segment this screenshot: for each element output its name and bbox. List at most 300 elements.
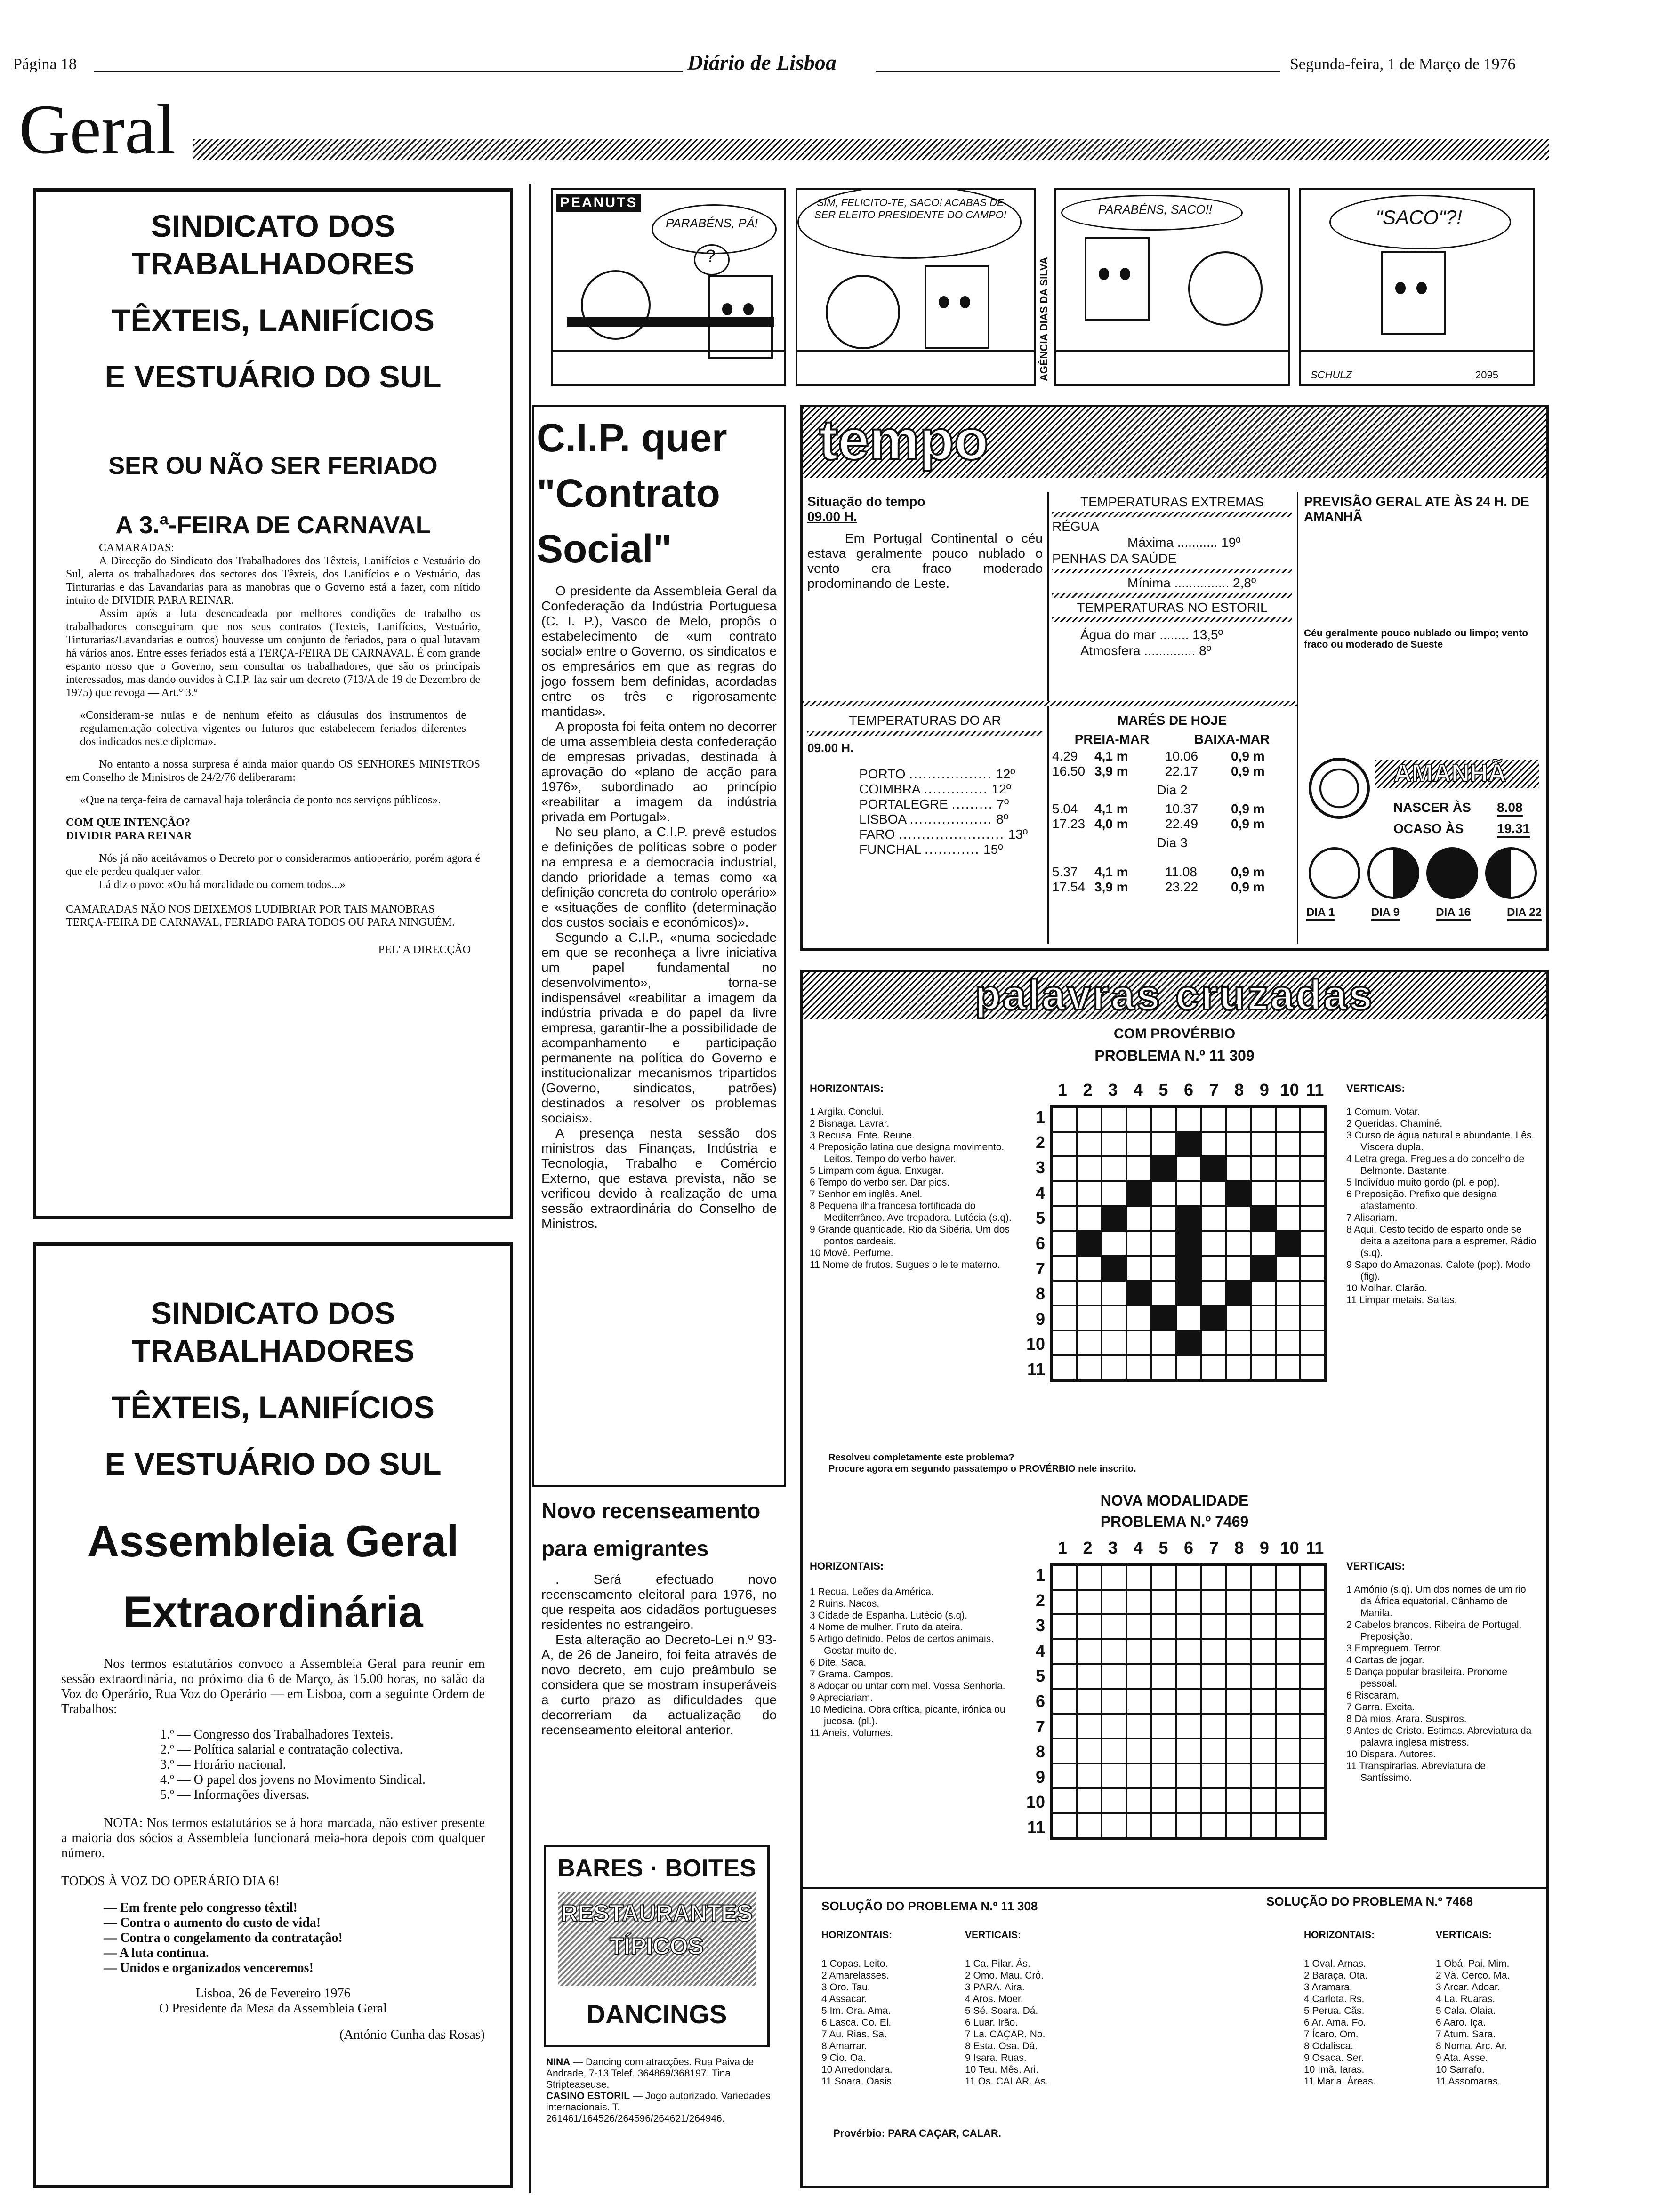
crossword-cell[interactable] <box>1176 1565 1201 1590</box>
crossword-cell[interactable] <box>1077 1639 1102 1664</box>
crossword-cell[interactable] <box>1300 1206 1325 1231</box>
crossword-cell[interactable] <box>1251 1763 1276 1788</box>
crossword-cell[interactable] <box>1201 1132 1226 1157</box>
crossword-cell[interactable] <box>1126 1689 1151 1714</box>
crossword-cell[interactable] <box>1300 1181 1325 1206</box>
crossword-cell[interactable] <box>1251 1355 1276 1380</box>
crossword-cell[interactable] <box>1151 1639 1176 1664</box>
crossword-cell[interactable] <box>1176 1231 1201 1256</box>
crossword-cell[interactable] <box>1201 1107 1226 1132</box>
crossword-cell[interactable] <box>1126 1639 1151 1664</box>
crossword-cell[interactable] <box>1151 1763 1176 1788</box>
crossword-cell[interactable] <box>1151 1281 1176 1306</box>
crossword-cell[interactable] <box>1176 1590 1201 1615</box>
crossword-cell[interactable] <box>1251 1306 1276 1330</box>
crossword-cell[interactable] <box>1052 1281 1077 1306</box>
crossword-cell[interactable] <box>1102 1231 1126 1256</box>
crossword-cell[interactable] <box>1226 1689 1251 1714</box>
p1-horizontal-clues <box>810 1106 1022 1271</box>
crossword-cell[interactable] <box>1226 1664 1251 1689</box>
crossword-cell[interactable] <box>1102 1355 1126 1380</box>
crossword-cell[interactable] <box>1151 1181 1176 1206</box>
crossword-cell[interactable] <box>1176 1639 1201 1664</box>
crossword-cell[interactable] <box>1300 1355 1325 1380</box>
crossword-cell[interactable] <box>1276 1156 1301 1181</box>
crossword-cell[interactable] <box>1226 1788 1251 1813</box>
crossword-cell[interactable] <box>1151 1739 1176 1763</box>
crossword-cell[interactable] <box>1077 1614 1102 1639</box>
eye-icon <box>722 303 732 315</box>
crossword-cell[interactable] <box>1226 1231 1251 1256</box>
crossword-cell[interactable] <box>1276 1231 1301 1256</box>
crossword-cell[interactable] <box>1176 1714 1201 1739</box>
crossword-cell[interactable] <box>1052 1156 1077 1181</box>
crossword-cell[interactable] <box>1176 1156 1201 1181</box>
solution-entry: 5 Im. Ora. Ama. <box>821 2005 891 2016</box>
crossword-cell[interactable] <box>1077 1763 1102 1788</box>
crossword-cell[interactable] <box>1201 1664 1226 1689</box>
crossword-cell[interactable] <box>1151 1614 1176 1639</box>
crossword-cell[interactable] <box>1126 1664 1151 1689</box>
grid-column-number: 3 <box>1108 1538 1118 1557</box>
crossword-cell[interactable] <box>1126 1181 1151 1206</box>
crossword-cell[interactable] <box>1276 1664 1301 1689</box>
crossword-cell[interactable] <box>1102 1256 1126 1281</box>
crossword-cell[interactable] <box>1102 1739 1126 1763</box>
crossword-cell[interactable] <box>1126 1281 1151 1306</box>
crossword-cell[interactable] <box>1276 1330 1301 1355</box>
girl-character-icon <box>826 275 900 349</box>
crossword-clue: 3 Empreguem. Terror. <box>1346 1643 1442 1654</box>
crossword-cell[interactable] <box>1176 1256 1201 1281</box>
crossword-cell[interactable] <box>1126 1813 1151 1838</box>
crossword-cell[interactable] <box>1251 1689 1276 1714</box>
solution-entry: 10 Teu. Mês. Ari. <box>965 2064 1039 2075</box>
solution-entry: 2 Baraça. Ota. <box>1304 1970 1368 1981</box>
ad1-paragraph-3: No entanto a nossa surpresa é ainda maior quando OS SENHORES MINISTROS em Conselho de Ministros de 24/2/76 deliberaram: <box>66 758 480 784</box>
crossword-cell[interactable] <box>1052 1639 1077 1664</box>
crossword-clue: 1 Argila. Conclui. <box>810 1106 884 1117</box>
crossword-cell[interactable] <box>1226 1763 1251 1788</box>
crossword-cell[interactable] <box>1176 1763 1201 1788</box>
crossword-cell[interactable] <box>1176 1813 1201 1838</box>
crossword-cell[interactable] <box>1276 1689 1301 1714</box>
crossword-cell[interactable] <box>1201 1763 1226 1788</box>
crossword-cell[interactable] <box>1077 1565 1102 1590</box>
crossword-cell[interactable] <box>1077 1788 1102 1813</box>
crossword-cell[interactable] <box>1226 1256 1251 1281</box>
crossword-cell[interactable] <box>1077 1206 1102 1231</box>
crossword-cell[interactable] <box>1077 1739 1102 1763</box>
crossword-cell[interactable] <box>1052 1355 1077 1380</box>
crossword-problem-2-title: PROBLEMA N.º 7469 <box>1100 1513 1249 1530</box>
crossword-cell[interactable] <box>1052 1132 1077 1157</box>
grid-row-number: 10 <box>1026 1792 1045 1812</box>
crossword-cell[interactable] <box>1226 1614 1251 1639</box>
ad2-slogans <box>104 1900 485 1976</box>
crossword-cell[interactable] <box>1102 1590 1126 1615</box>
crossword-cell[interactable] <box>1077 1355 1102 1380</box>
crossword-cell[interactable] <box>1102 1614 1126 1639</box>
crossword-cell[interactable] <box>1176 1132 1201 1157</box>
crossword-cell[interactable] <box>1201 1181 1226 1206</box>
crossword-cell[interactable] <box>1201 1355 1226 1380</box>
crossword-cell[interactable] <box>1126 1788 1151 1813</box>
crossword-cell[interactable] <box>1126 1739 1151 1763</box>
crossword-cell[interactable] <box>1201 1565 1226 1590</box>
crossword-cell[interactable] <box>1151 1330 1176 1355</box>
crossword-cell[interactable] <box>1102 1330 1126 1355</box>
crossword-cell[interactable] <box>1201 1614 1226 1639</box>
crossword-cell[interactable] <box>1052 1714 1077 1739</box>
crossword-cell[interactable] <box>1276 1132 1301 1157</box>
crossword-cell[interactable] <box>1201 1739 1226 1763</box>
ad1-subtitle-2: A 3.ª-FEIRA DE CARNAVAL <box>115 512 431 539</box>
crossword-cell[interactable] <box>1052 1206 1077 1231</box>
crossword-cell[interactable] <box>1102 1181 1126 1206</box>
crossword-cell[interactable] <box>1276 1739 1301 1763</box>
crossword-cell[interactable] <box>1077 1664 1102 1689</box>
crossword-cell[interactable] <box>1276 1206 1301 1231</box>
crossword-cell[interactable] <box>1126 1590 1151 1615</box>
crossword-cell[interactable] <box>1126 1565 1151 1590</box>
crossword-cell[interactable] <box>1226 1590 1251 1615</box>
crossword-cell[interactable] <box>1276 1763 1301 1788</box>
crossword-cell[interactable] <box>1151 1132 1176 1157</box>
crossword-cell[interactable] <box>1102 1306 1126 1330</box>
crossword-cell[interactable] <box>1102 1565 1126 1590</box>
crossword-cell[interactable] <box>1226 1156 1251 1181</box>
crossword-cell[interactable] <box>1300 1565 1325 1590</box>
solution-entry: 8 Esta. Osa. Dá. <box>965 2041 1038 2052</box>
crossword-cell[interactable] <box>1276 1565 1301 1590</box>
grid-column-number: 4 <box>1133 1080 1143 1099</box>
crossword-cell[interactable] <box>1300 1306 1325 1330</box>
crossword-cell[interactable] <box>1276 1590 1301 1615</box>
crossword-cell[interactable] <box>1276 1306 1301 1330</box>
crossword-cell[interactable] <box>1300 1156 1325 1181</box>
ad2-signatory-name: (António Cunha das Rosas) <box>339 2028 485 2042</box>
moon-phase-day: DIA 22 <box>1507 906 1542 921</box>
crossword-cell[interactable] <box>1176 1181 1201 1206</box>
crossword-clue: 6 Tempo do verbo ser. Dar pios. <box>810 1177 950 1188</box>
crossword-cell[interactable] <box>1052 1763 1077 1788</box>
crossword-cell[interactable] <box>1052 1181 1077 1206</box>
crossword-cell[interactable] <box>1201 1689 1226 1714</box>
crossword-cell[interactable] <box>1251 1565 1276 1590</box>
crossword-cell[interactable] <box>1176 1306 1201 1330</box>
ad1-question-1: COM QUE INTENÇÃO? <box>66 817 191 829</box>
ad2-note: NOTA: Nos termos estatutários se à hora marcada, não estiver presente a maioria dos sócios a Assembleia funcionará meia-hora depois com qualquer número. <box>61 1816 485 1860</box>
crossword-cell[interactable] <box>1226 1355 1251 1380</box>
crossword-cell[interactable] <box>1151 1355 1176 1380</box>
crossword-cell[interactable] <box>1276 1639 1301 1664</box>
crossword-cell[interactable] <box>1052 1590 1077 1615</box>
crossword-clue: 6 Preposição. Prefixo que designa afastamento. <box>1346 1189 1497 1211</box>
comic-number: 2095 <box>1475 369 1498 381</box>
crossword-cell[interactable] <box>1251 1156 1276 1181</box>
solution-entry: 1 Ca. Pilar. Ás. <box>965 1958 1030 1969</box>
header-rule-right <box>876 71 1280 72</box>
crossword-cell[interactable] <box>1251 1132 1276 1157</box>
crossword-cell[interactable] <box>1226 1714 1251 1739</box>
crossword-cell[interactable] <box>1052 1689 1077 1714</box>
crossword-cell[interactable] <box>1126 1206 1151 1231</box>
weather-hatch-band <box>803 701 1297 706</box>
crossword-cell[interactable] <box>1201 1714 1226 1739</box>
crossword-cell[interactable] <box>1276 1281 1301 1306</box>
crossword-cell[interactable] <box>1126 1763 1151 1788</box>
crossword-cell[interactable] <box>1077 1330 1102 1355</box>
crossword-cell[interactable] <box>1077 1231 1102 1256</box>
crossword-cell[interactable] <box>1151 1231 1176 1256</box>
crossword-cell[interactable] <box>1126 1355 1151 1380</box>
crossword-cell[interactable] <box>1151 1306 1176 1330</box>
grid-row-number: 11 <box>1027 1817 1045 1837</box>
crossword-cell[interactable] <box>1052 1614 1077 1639</box>
crossword-cell[interactable] <box>1300 1590 1325 1615</box>
crossword-cell[interactable] <box>1276 1813 1301 1838</box>
crossword-cell[interactable] <box>1201 1813 1226 1838</box>
tide-time: 17.23 <box>1052 817 1086 831</box>
ad2-big-1: Assembleia Geral <box>87 1516 459 1566</box>
crossword-cell[interactable] <box>1300 1614 1325 1639</box>
crossword-cell[interactable] <box>1276 1714 1301 1739</box>
crossword-cell[interactable] <box>1102 1763 1126 1788</box>
grid-row-number: 1 <box>1035 1107 1045 1127</box>
crossword-clue: 11 Transpirarias. Abreviatura de Santíssimo. <box>1346 1761 1486 1783</box>
weather-hatch-line <box>807 731 1043 736</box>
crossword-cell[interactable] <box>1251 1590 1276 1615</box>
crossword-cell[interactable] <box>1201 1281 1226 1306</box>
crossword-cell[interactable] <box>1300 1813 1325 1838</box>
crossword-cell[interactable] <box>1126 1306 1151 1330</box>
crossword-cell[interactable] <box>1102 1132 1126 1157</box>
crossword-cell[interactable] <box>1126 1330 1151 1355</box>
moon-quarter-icon <box>1367 847 1419 899</box>
crossword-cell[interactable] <box>1176 1206 1201 1231</box>
crossword-cell[interactable] <box>1077 1306 1102 1330</box>
article-cip-paragraph: Segundo a C.I.P., «numa sociedade em que se reconheça a livre iniciativa um papel fundamental no desenvolvimento», torna-se indispensável «reabilitar a imagem da indústria privada e do papel da livre empresa, garantir-lhe a possibilidade de acompanhamento e participação permanente na política do Governo e institucionalizar mecanismos tripartidos (Governo, sindicatos, patrões) destinados a resolver os problemas sociais». <box>541 930 777 1125</box>
crossword-cell[interactable] <box>1151 1156 1176 1181</box>
nightlife-entry-text: — Jogo autorizado. Variedades internacionais. T. 261461/164526/264596/264621/264946. <box>546 2091 771 2124</box>
crossword-cell[interactable] <box>1176 1788 1201 1813</box>
crossword-cell[interactable] <box>1300 1664 1325 1689</box>
crossword-cell[interactable] <box>1052 1813 1077 1838</box>
crossword-cell[interactable] <box>1126 1132 1151 1157</box>
crossword-cell[interactable] <box>1251 1788 1276 1813</box>
crossword-cell[interactable] <box>1300 1330 1325 1355</box>
crossword-cell[interactable] <box>1201 1206 1226 1231</box>
crossword-cell[interactable] <box>1276 1107 1301 1132</box>
crossword-cell[interactable] <box>1077 1714 1102 1739</box>
p1-horizontal-label: HORIZONTAIS: <box>810 1082 884 1094</box>
crossword-cell[interactable] <box>1226 1565 1251 1590</box>
crossword-cell[interactable] <box>1201 1156 1226 1181</box>
charlie-bag-head-icon <box>1381 251 1446 335</box>
crossword-cell[interactable] <box>1126 1714 1151 1739</box>
crossword-cell[interactable] <box>1276 1181 1301 1206</box>
crossword-cell[interactable] <box>1201 1256 1226 1281</box>
p2-column-numbers <box>1050 1538 1327 1558</box>
crossword-cell[interactable] <box>1052 1565 1077 1590</box>
grid-row-number: 6 <box>1035 1233 1045 1253</box>
crossword-cell[interactable] <box>1176 1107 1201 1132</box>
crossword-cell[interactable] <box>1226 1639 1251 1664</box>
comic-panel-2 <box>796 188 1036 386</box>
crossword-cell[interactable] <box>1126 1231 1151 1256</box>
crossword-cell[interactable] <box>1102 1107 1126 1132</box>
crossword-cell[interactable] <box>1052 1256 1077 1281</box>
crossword-cell[interactable] <box>1276 1355 1301 1380</box>
crossword-cell[interactable] <box>1300 1231 1325 1256</box>
crossword-clue: 4 Letra grega. Freguesia do concelho de Belmonte. Bastante. <box>1346 1154 1525 1176</box>
crossword-cell[interactable] <box>1052 1664 1077 1689</box>
crossword-clue: 6 Dite. Saca. <box>810 1657 867 1668</box>
crossword-cell[interactable] <box>1151 1788 1176 1813</box>
crossword-cell[interactable] <box>1126 1156 1151 1181</box>
crossword-cell[interactable] <box>1226 1206 1251 1231</box>
crossword-cell[interactable] <box>1102 1664 1126 1689</box>
crossword-cell[interactable] <box>1102 1788 1126 1813</box>
crossword-cell[interactable] <box>1226 1132 1251 1157</box>
crossword-cell[interactable] <box>1077 1181 1102 1206</box>
crossword-cell[interactable] <box>1201 1590 1226 1615</box>
crossword-cell[interactable] <box>1077 1256 1102 1281</box>
crossword-cell[interactable] <box>1077 1281 1102 1306</box>
crossword-cell[interactable] <box>1226 1813 1251 1838</box>
crossword-cell[interactable] <box>1102 1639 1126 1664</box>
crossword-cell[interactable] <box>1176 1281 1201 1306</box>
crossword-cell[interactable] <box>1226 1107 1251 1132</box>
crossword-cell[interactable] <box>1077 1107 1102 1132</box>
crossword-cell[interactable] <box>1102 1281 1126 1306</box>
ad2-call: TODOS À VOZ DO OPERÁRIO DIA 6! <box>61 1874 280 1889</box>
solution-entry: 4 Assacar. <box>821 1994 867 2004</box>
crossword-cell[interactable] <box>1176 1739 1201 1763</box>
crossword-cell[interactable] <box>1226 1739 1251 1763</box>
crossword-cell[interactable] <box>1251 1639 1276 1664</box>
crossword-clue: 2 Ruins. Nacos. <box>810 1598 880 1609</box>
crossword-cell[interactable] <box>1176 1664 1201 1689</box>
crossword-cell[interactable] <box>1276 1256 1301 1281</box>
crossword-cell[interactable] <box>1300 1714 1325 1739</box>
article-census-paragraph: . Será efectuado novo recenseamento eleitoral para 1976, no que respeita aos cidadãos portugueses residentes no estrangeiro. <box>541 1572 777 1632</box>
crossword-cell[interactable] <box>1300 1739 1325 1763</box>
crossword-cell[interactable] <box>1300 1281 1325 1306</box>
crossword-cell[interactable] <box>1077 1689 1102 1714</box>
crossword-cell[interactable] <box>1276 1788 1301 1813</box>
crossword-cell[interactable] <box>1300 1763 1325 1788</box>
crossword-cell[interactable] <box>1251 1739 1276 1763</box>
crossword-cell[interactable] <box>1102 1813 1126 1838</box>
crossword-cell[interactable] <box>1151 1256 1176 1281</box>
crossword-cell[interactable] <box>1151 1714 1176 1739</box>
crossword-cell[interactable] <box>1251 1281 1276 1306</box>
weather-extreme-place-1: RÉGUA <box>1052 519 1099 534</box>
crossword-cell[interactable] <box>1201 1306 1226 1330</box>
crossword-cell[interactable] <box>1151 1590 1176 1615</box>
crossword-cell[interactable] <box>1151 1664 1176 1689</box>
crossword-subtitle: COM PROVÉRBIO <box>1113 1026 1236 1042</box>
crossword-cell[interactable] <box>1201 1330 1226 1355</box>
crossword-cell[interactable] <box>1102 1689 1126 1714</box>
crossword-cell[interactable] <box>1102 1206 1126 1231</box>
crossword-cell[interactable] <box>1151 1107 1176 1132</box>
crossword-cell[interactable] <box>1226 1330 1251 1355</box>
tide-height: 4,1 m <box>1094 865 1128 879</box>
crossword-cell[interactable] <box>1300 1256 1325 1281</box>
crossword-cell[interactable] <box>1126 1614 1151 1639</box>
crossword-cell[interactable] <box>1077 1156 1102 1181</box>
crossword-cell[interactable] <box>1077 1132 1102 1157</box>
crossword-cell[interactable] <box>1201 1231 1226 1256</box>
crossword-cell[interactable] <box>1126 1256 1151 1281</box>
crossword-cell[interactable] <box>1176 1355 1201 1380</box>
crossword-cell[interactable] <box>1300 1132 1325 1157</box>
crossword-cell[interactable] <box>1077 1590 1102 1615</box>
solution-entry: 7 Au. Rias. Sa. <box>821 2029 887 2040</box>
crossword-cell[interactable] <box>1052 1788 1077 1813</box>
crossword-cell[interactable] <box>1251 1206 1276 1231</box>
crossword-cell[interactable] <box>1102 1714 1126 1739</box>
tide-time: 4.29 <box>1052 749 1078 763</box>
tide-time: 22.17 <box>1165 764 1199 778</box>
crossword-cell[interactable] <box>1226 1181 1251 1206</box>
grid-column-number: 5 <box>1158 1080 1168 1099</box>
crossword-cell[interactable] <box>1201 1788 1226 1813</box>
crossword-cell[interactable] <box>1251 1614 1276 1639</box>
crossword-cell[interactable] <box>1151 1689 1176 1714</box>
crossword-cell[interactable] <box>1151 1565 1176 1590</box>
crossword-cell[interactable] <box>1176 1330 1201 1355</box>
crossword-cell[interactable] <box>1052 1306 1077 1330</box>
crossword-cell[interactable] <box>1126 1107 1151 1132</box>
ad2-title-2: TÊXTEIS, LANIFÍCIOS <box>112 1390 434 1425</box>
crossword-cell[interactable] <box>1251 1813 1276 1838</box>
weather-city-temp: 12º <box>996 767 1015 781</box>
crossword-cell[interactable] <box>1251 1256 1276 1281</box>
crossword-cell[interactable] <box>1102 1156 1126 1181</box>
crossword-cell[interactable] <box>1251 1231 1276 1256</box>
crossword-cell[interactable] <box>1151 1206 1176 1231</box>
crossword-cell[interactable] <box>1176 1689 1201 1714</box>
crossword-cell[interactable] <box>1151 1813 1176 1838</box>
crossword-cell[interactable] <box>1052 1330 1077 1355</box>
crossword-cell[interactable] <box>1077 1813 1102 1838</box>
crossword-cell[interactable] <box>1300 1639 1325 1664</box>
crossword-cell[interactable] <box>1052 1231 1077 1256</box>
ad1-quote-2: «Que na terça-feira de carnaval haja tolerância de ponto nos serviços públicos». <box>80 794 441 806</box>
crossword-cell[interactable] <box>1226 1281 1251 1306</box>
crossword-cell[interactable] <box>1300 1788 1325 1813</box>
crossword-cell[interactable] <box>1052 1739 1077 1763</box>
crossword-cell[interactable] <box>1251 1107 1276 1132</box>
crossword-cell[interactable] <box>1251 1181 1276 1206</box>
crossword-cell[interactable] <box>1251 1664 1276 1689</box>
crossword-cell[interactable] <box>1226 1306 1251 1330</box>
crossword-cell[interactable] <box>1300 1689 1325 1714</box>
crossword-cell[interactable] <box>1300 1107 1325 1132</box>
sol1-vertical-label: VERTICAIS: <box>965 1930 1022 1940</box>
crossword-cell[interactable] <box>1276 1614 1301 1639</box>
crossword-cell[interactable] <box>1251 1714 1276 1739</box>
crossword-cell[interactable] <box>1201 1639 1226 1664</box>
grid-row-number: 9 <box>1035 1309 1045 1329</box>
crossword-cell[interactable] <box>1251 1330 1276 1355</box>
crossword-cell[interactable] <box>1176 1614 1201 1639</box>
crossword-cell[interactable] <box>1052 1107 1077 1132</box>
